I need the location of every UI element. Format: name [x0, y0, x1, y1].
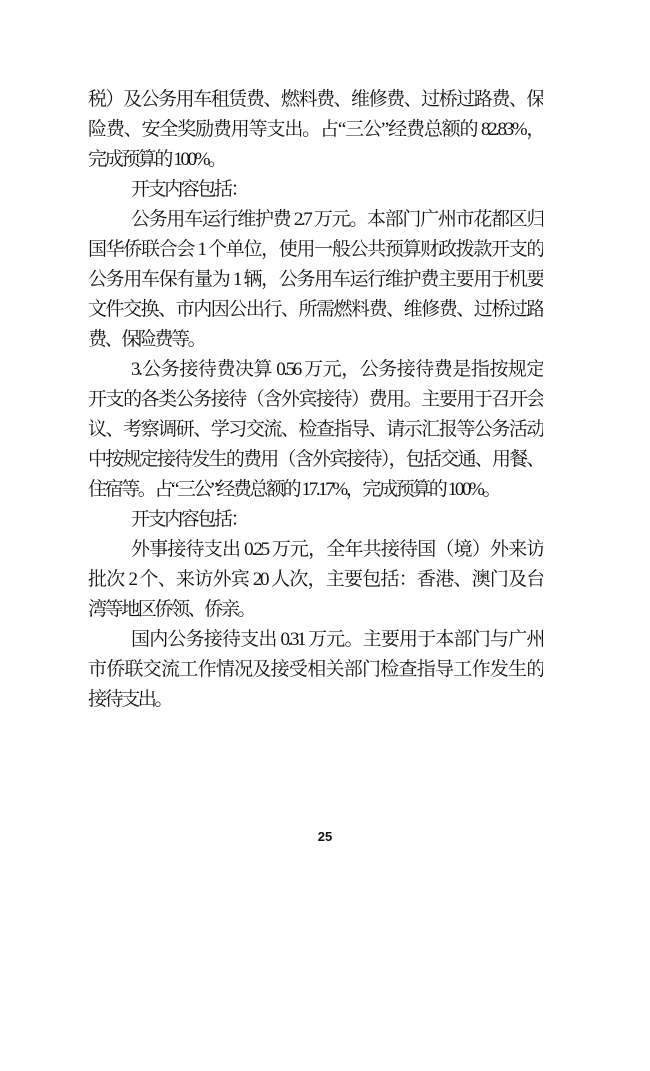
text-line: 市侨联交流工作情况及接受相关部门检查指导工作发生的 — [88, 659, 543, 680]
text-line: 议、考察调研、学习交流、检查指导、请示汇报等公务活动 — [88, 419, 543, 440]
text-line: 国华侨联合会 1 个单位，使用一般公共预算财政拨款开支的 — [88, 239, 543, 260]
text-line: 公务用车运行维护费 2.7 万元。本部门广州市花都区归 — [131, 209, 543, 230]
text-line: 国内公务接待支出 0.31 万元。主要用于本部门与广州 — [131, 629, 543, 650]
page-number: 25 — [317, 829, 333, 844]
text-line: 中按规定接待发生的费用（含外宾接待），包括交通、用餐、 — [88, 449, 543, 470]
paragraph — [88, 175, 543, 205]
text-line: 3.公务接待费决算 0.56 万元，公务接待费是指按规定 — [131, 359, 543, 380]
text-line: 公务用车保有量为 1 辆，公务用车运行维护费主要用于机要 — [88, 269, 543, 290]
text-column — [88, 85, 543, 715]
text-line: 开支的各类公务接待（含外宾接待）费用。主要用于召开会 — [88, 389, 543, 410]
text-line: 批次 2 个、来访外宾 20 人次，主要包括：香港、澳门及台 — [88, 569, 543, 590]
paragraph — [88, 535, 543, 625]
text-line: 接待支出。 — [88, 689, 172, 710]
text-line: 完成预算的 100%。 — [88, 149, 225, 170]
paragraph — [88, 85, 543, 175]
paragraph — [88, 355, 543, 505]
text-line: 费、保险费等。 — [88, 329, 205, 350]
text-line: 外事接待支出 0.25 万元，全年共接待国（境）外来访 — [131, 539, 543, 560]
text-line: 住宿等。占“三公”经费总额的 17.17%，完成预算的 100%。 — [88, 479, 500, 500]
text-line: 开支内容包括： — [131, 179, 248, 200]
paragraph — [88, 205, 543, 355]
paragraph — [88, 625, 543, 715]
paragraph — [88, 505, 543, 535]
page-footer — [0, 828, 650, 846]
text-line: 湾等地区侨领、侨亲。 — [88, 599, 255, 620]
text-line: 文件交换、市内因公出行、所需燃料费、维修费、过桥过路 — [88, 299, 543, 320]
text-line: 险费、安全奖励费用等支出。占“三公”经费总额的 82.83%， — [88, 119, 543, 140]
text-line: 开支内容包括： — [131, 509, 248, 530]
text-line: 税）及公务用车租赁费、燃料费、维修费、过桥过路费、保 — [88, 89, 543, 110]
